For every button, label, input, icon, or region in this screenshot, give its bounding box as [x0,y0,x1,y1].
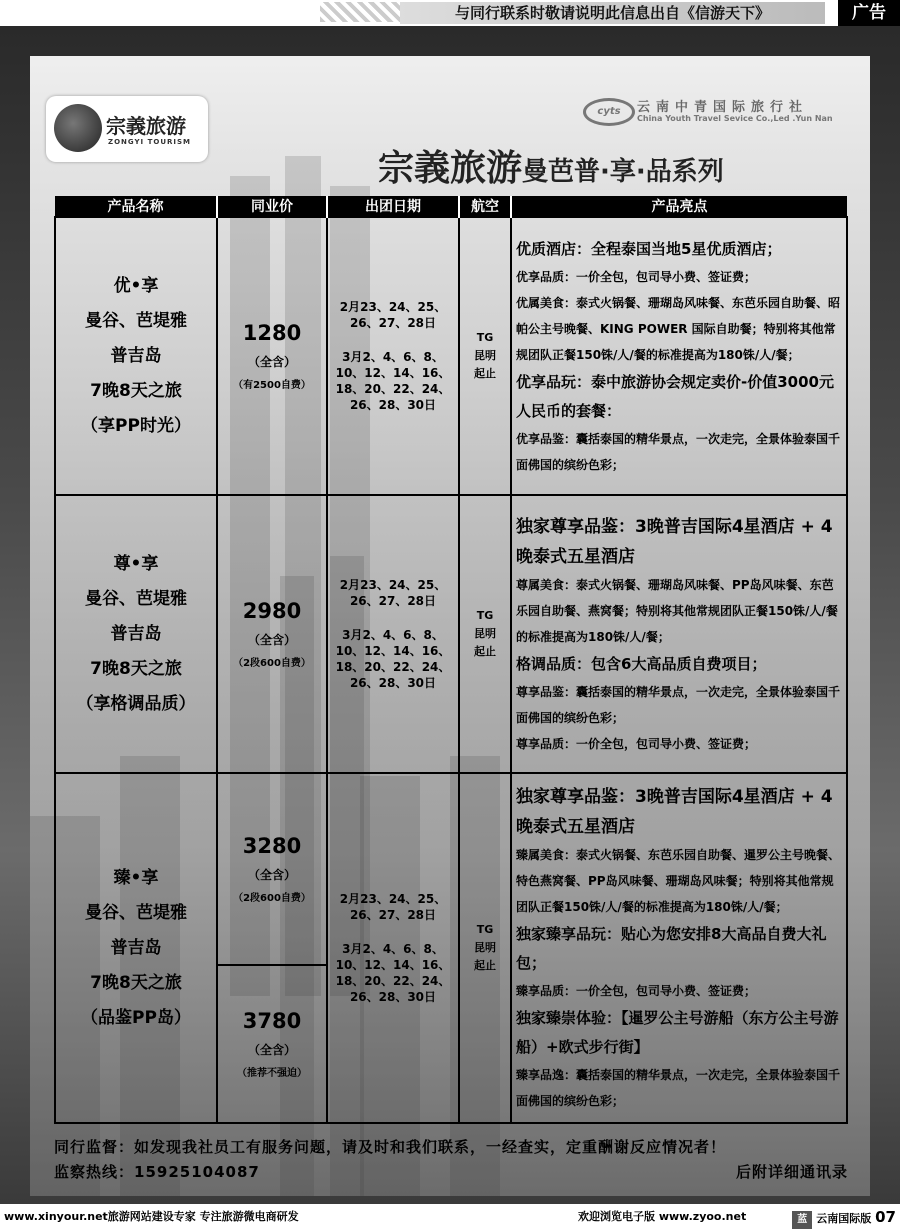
highlight-item: 优享品玩：泰中旅游协会规定卖价-价值3000元人民币的套餐： [516,372,834,420]
header-product-name: 产品名称 [55,196,217,217]
table-row [55,495,847,773]
footer-notice [54,1136,848,1188]
price-note: （有2500自费） [233,380,311,391]
date-line: 18、20、22、24、 [335,660,451,674]
checker-decoration [320,2,400,22]
date-line: 26、27、28日 [349,594,437,608]
airline-cell [459,773,511,1123]
price-cell [217,773,327,1123]
ad-tag: 广告 [838,0,900,26]
price-cell [217,495,327,773]
date-line: 3月2、4、6、8、 [342,628,444,642]
airline-code: TG [476,331,494,344]
agency-block [583,94,853,134]
airline-cell [459,495,511,773]
date-line: 10、12、14、16、 [335,644,451,658]
series-title [378,140,724,191]
dates-cell [327,217,459,495]
footprint-logo-icon [54,104,102,152]
content-panel [38,84,860,1194]
price-value: 3280 [242,834,302,858]
airline-note: 起止 [474,959,496,972]
highlight-item: 优属美食：泰式火锅餐、珊瑚岛风味餐、东芭乐园自助餐、昭帕公主号晚餐、KING POWER 国际自助餐；特别将其他常规团队正餐150铢/人/餐的标准提高为180铢/人/餐； [516,295,841,362]
logo-name: 宗義旅游 [106,114,186,138]
date-line: 3月2、4、6、8、 [342,942,444,956]
date-line: 18、20、22、24、 [335,382,451,396]
page-number: 07 [875,1208,896,1226]
logo-subtitle: ZONGYI TOURISM [108,138,191,146]
airline-city: 昆明 [474,941,496,954]
highlight-item: 独家臻享品玩：贴心为您安排8大高品自费大礼包； [516,925,827,972]
price-cell [217,217,327,495]
agency-name-cn: 云南中青国际旅行社 [637,100,809,115]
price-value-alt: 3780 [242,1009,302,1033]
table-header-row [55,196,847,217]
product-island: 普吉岛 [110,623,162,644]
company-logo [46,96,208,162]
product-route: 曼谷、芭堤雅 [85,588,187,609]
price-note-alt: （推荐不强迫） [237,1068,307,1079]
header-airline: 航空 [459,196,511,217]
highlight-item: 优享品鉴：囊括泰国的精华景点，一次走完，全景体验泰国千面佛国的缤纷色彩； [516,431,841,472]
highlight-item: 优质酒店：全程泰国当地5星优质酒店； [516,239,782,258]
price-note: （2段600自费） [233,658,311,669]
airline-city: 昆明 [474,349,496,362]
product-duration: 7晚8天之旅 [90,658,182,679]
header-highlights: 产品亮点 [511,196,847,217]
date-line: 10、12、14、16、 [335,366,451,380]
dates-cell [327,773,459,1123]
table-row [55,773,847,1123]
product-tier: 优•享 [113,275,159,296]
highlight-item: 独家尊享品鉴：3晚普吉国际4星酒店 + 4晚泰式五星酒店 [516,787,833,837]
price-inclusive-alt: （全含） [247,1043,296,1057]
highlight-item: 独家臻崇体验：【暹罗公主号游船（东方公主号游船）+欧式步行街】 [516,1009,839,1056]
series-brand: 宗義旅游 [378,148,523,189]
date-line: 18、20、22、24、 [335,974,451,988]
ebook-welcome: 欢迎浏览电子版 www.zyoo.net [578,1210,747,1223]
product-table [54,196,848,1124]
series-name: 曼芭普·享·品系列 [522,157,724,187]
airline-code: TG [476,923,494,936]
product-theme: （品鉴PP岛） [81,1007,191,1028]
top-bar [0,0,900,26]
date-line: 26、27、28日 [349,908,437,922]
highlight-item: 尊属美食：泰式火锅餐、珊瑚岛风味餐、PP岛风味餐、东芭乐园自助餐、燕窝餐；特别将其他常规团队正餐150铢/人/餐的标准提高为180铢/人/餐； [516,577,838,644]
product-name-cell [55,773,217,1123]
airline-note: 起止 [474,367,496,380]
airline-note: 起止 [474,645,496,658]
date-line: 2月23、24、25、 [339,578,447,592]
ad-frame [0,26,900,1204]
product-island: 普吉岛 [110,937,162,958]
agency-name-en: China Youth Travel Sevice Co.,Led .Yun Nan [637,114,833,123]
date-line: 10、12、14、16、 [335,958,451,972]
price-value: 1280 [242,321,302,345]
product-name-cell [55,495,217,773]
hotline-row [54,1161,848,1182]
airline-code: TG [476,609,494,622]
product-tier: 尊•享 [113,553,159,574]
date-line: 3月2、4、6、8、 [342,350,444,364]
table-row [55,217,847,495]
supervision-note: 同行监督：如发现我社员工有服务问题，请及时和我们联系，一经查实，定重酬谢反应情况者！ [54,1138,727,1156]
source-notice: 与同行联系时敬请说明此信息出自《信游天下》 [400,2,825,24]
product-route: 曼谷、芭堤雅 [85,310,187,331]
airline-city: 昆明 [474,627,496,640]
edition-name: 云南国际版 [816,1212,872,1225]
date-line: 2月23、24、25、 [339,892,447,906]
hotline-label: 监察热线： [54,1163,135,1181]
highlight-item: 臻享品质：一价全包，包司导小费、签证费； [516,984,757,998]
highlight-item: 臻属美食：泰式火锅餐、东芭乐园自助餐、暹罗公主号晚餐、特色燕窝餐、PP岛风味餐、珊瑚岛风味餐；特别将其他常规团队正餐150铢/人/餐的标准提高为180铢/人/餐； [516,848,841,914]
date-line: 2月23、24、25、 [339,300,447,314]
product-tier: 臻•享 [113,867,159,888]
contact-note: 后附详细通讯录 [735,1163,848,1181]
edition-badge-icon: 蓝 [792,1211,812,1229]
date-line: 26、28、30日 [349,398,437,412]
highlight-item: 独家尊享品鉴：3晚普吉国际4星酒店 + 4晚泰式五星酒店 [516,516,833,567]
highlights-cell [511,773,847,1123]
product-duration: 7晚8天之旅 [90,380,182,401]
product-island: 普吉岛 [110,345,162,366]
highlight-item: 尊享品质：一价全包，包司导小费、签证费； [516,736,757,751]
highlights-cell [511,217,847,495]
hotline-number: 15925104087 [134,1163,260,1181]
highlight-item: 格调品质：包含6大高品质自费项目； [516,654,767,673]
highlight-item: 臻享品逸：囊括泰国的精华景点，一次走完，全景体验泰国千面佛国的缤纷色彩； [516,1068,841,1108]
bottom-bar [0,1204,900,1230]
product-theme: （享格调品质） [76,693,196,714]
highlight-item: 尊享品鉴：囊括泰国的精华景点，一次走完，全景体验泰国千面佛国的缤纷色彩； [516,684,841,725]
header-dates: 出团日期 [327,196,459,217]
highlights-cell [511,495,847,773]
product-name-cell [55,217,217,495]
edition-info [788,1204,896,1232]
product-route: 曼谷、芭堤雅 [85,902,187,923]
price-value: 2980 [242,599,302,623]
product-duration: 7晚8天之旅 [90,972,182,993]
date-line: 26、28、30日 [349,990,437,1004]
highlight-item: 优享品质：一价全包，包司导小费、签证费； [516,269,757,284]
product-theme: （享PP时光） [81,415,191,436]
price-inclusive: （全含） [247,868,296,882]
website-ad: www.xinyour.net旅游网站建设专家 专注旅游微电商研发 [4,1210,299,1223]
date-line: 26、28、30日 [349,676,437,690]
header-price: 同业价 [217,196,327,217]
date-line: 26、27、28日 [349,316,437,330]
price-inclusive: （全含） [247,355,296,369]
airline-cell [459,217,511,495]
price-note: （2段600自费） [233,893,311,904]
price-inclusive: （全含） [247,633,296,647]
dates-cell [327,495,459,773]
cyts-logo-icon: cyts [583,98,635,126]
